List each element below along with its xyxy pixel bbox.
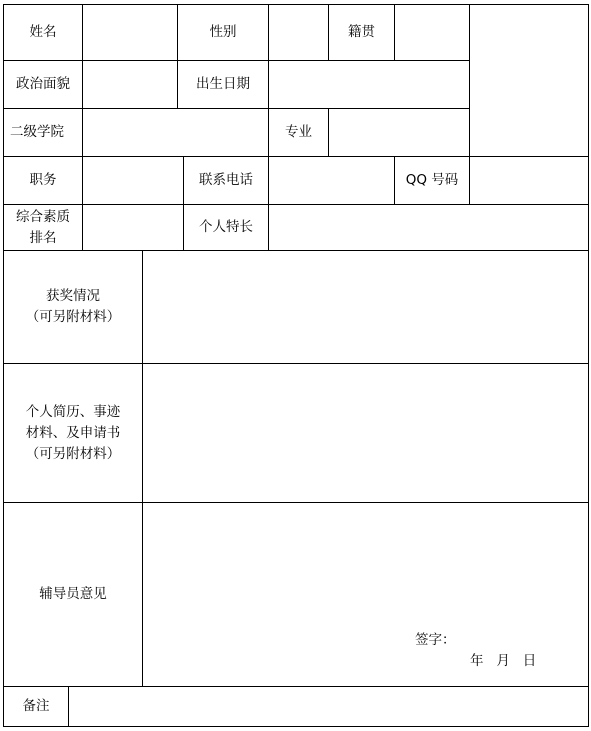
label-rank-line2: 排名: [29, 229, 57, 246]
label-awards-line1: 获奖情况: [46, 288, 100, 304]
label-resume-line2: 材料、及申请书: [25, 424, 121, 441]
field-remarks[interactable]: [69, 687, 588, 726]
field-political-status[interactable]: [83, 61, 177, 108]
label-native-place: 籍贯: [348, 24, 375, 40]
label-awards: [4, 251, 142, 363]
field-awards[interactable]: [143, 251, 588, 363]
label-position: 职务: [29, 172, 57, 188]
field-college[interactable]: [83, 109, 268, 156]
field-phone[interactable]: [269, 157, 394, 204]
signature-date: 年 月 日: [470, 653, 537, 669]
label-college: 二级学院: [10, 124, 64, 140]
field-rank[interactable]: [83, 205, 183, 250]
table-border-right: [588, 4, 589, 727]
photo-area[interactable]: [470, 5, 588, 156]
field-resume[interactable]: [143, 364, 588, 502]
field-position[interactable]: [83, 157, 183, 204]
label-phone: 联系电话: [199, 172, 253, 188]
field-qq[interactable]: [470, 157, 588, 204]
field-specialty[interactable]: [269, 205, 588, 250]
label-remarks: 备注: [22, 698, 50, 714]
label-counselor-opinion: 辅导员意见: [39, 586, 107, 602]
field-gender[interactable]: [269, 5, 328, 60]
signature-label: 签字：: [415, 632, 456, 648]
label-rank: [4, 205, 82, 250]
label-rank-line1: 综合素质: [16, 208, 70, 225]
field-counselor-opinion[interactable]: [143, 503, 403, 623]
field-birth-date[interactable]: [269, 61, 469, 108]
label-specialty: 个人特长: [199, 219, 253, 235]
label-name: 姓名: [29, 24, 57, 40]
label-birth-date: 出生日期: [196, 76, 250, 92]
label-resume-line3: （可另附材料）: [25, 445, 121, 462]
label-qq: QQ 号码: [405, 172, 459, 188]
label-major: 专业: [285, 124, 312, 140]
label-resume: [4, 364, 142, 502]
field-name[interactable]: [83, 5, 177, 60]
field-major[interactable]: [329, 109, 469, 156]
label-awards-line2: （可另附材料）: [25, 309, 121, 325]
label-resume-line1: 个人简历、事迹: [25, 403, 121, 420]
table-border-bottom: [3, 726, 589, 727]
field-native-place[interactable]: [395, 5, 469, 60]
label-political-status: 政治面貌: [16, 76, 70, 92]
label-gender: 性别: [209, 24, 237, 40]
